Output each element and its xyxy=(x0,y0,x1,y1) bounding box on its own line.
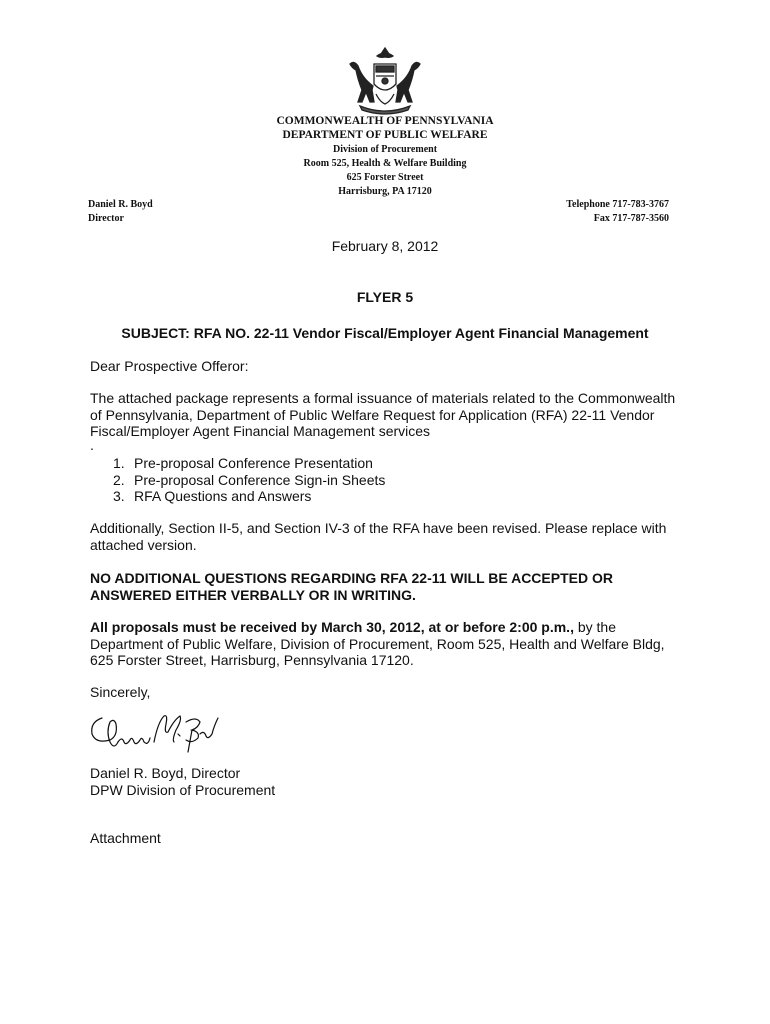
attachment-label: Attachment xyxy=(90,830,161,846)
letterhead-room: Room 525, Health & Welfare Building xyxy=(303,158,467,169)
signoff-division: DPW Division of Procurement xyxy=(90,781,276,798)
intro-line-1: The attached package represents a formal issuance of materials related to the Commonwealth xyxy=(90,390,676,406)
list-item: 2. Pre-proposal Conference Sign-in Sheets xyxy=(113,471,386,488)
attachment-list xyxy=(90,455,690,505)
list-item: 3. RFA Questions and Answers xyxy=(113,488,312,504)
letterhead-department: DEPARTMENT OF PUBLIC WELFARE xyxy=(282,129,488,141)
intro-paragraph xyxy=(90,390,690,452)
letterhead-city: Harrisburg, PA 17120 xyxy=(338,186,432,197)
sender-name: Daniel R. Boyd xyxy=(88,199,153,210)
subject-line: SUBJECT: RFA NO. 22-11 Vendor Fiscal/Employer Agent Financial Management xyxy=(121,325,649,341)
letterhead-commonwealth: COMMONWEALTH OF PENNSYLVANIA xyxy=(276,115,494,127)
contact-fax: Fax 717-787-3560 xyxy=(593,213,669,224)
letterhead-division: Division of Procurement xyxy=(332,144,438,155)
intro-line-4: . xyxy=(90,436,94,453)
list-item: 1. Pre-proposal Conference Presentation xyxy=(113,455,373,471)
handwritten-signature xyxy=(88,712,228,758)
sender-title: Director xyxy=(88,213,124,224)
contact-telephone: Telephone 717-783-3767 xyxy=(566,199,669,210)
letterhead-street: 625 Forster Street xyxy=(346,172,424,183)
commonwealth-seal-icon xyxy=(340,46,430,116)
closing: Sincerely, xyxy=(90,684,151,700)
salutation: Dear Prospective Offeror: xyxy=(90,358,249,374)
flyer-number: FLYER 5 xyxy=(356,289,414,305)
revision-paragraph: Additionally, Section II-5, and Section IV-3 of the RFA have been revised. Please replace with attached version. xyxy=(90,520,667,553)
deadline-bold: All proposals must be received by March 30, 2012, at or before 2:00 p.m., xyxy=(90,619,574,635)
deadline-paragraph: All proposals must be received by March 30, 2012, at or before 2:00 p.m., by the Department of Public Welfare, Division of Procurement, Room 525, Health and Welfare Bldg, 625 Forster Street, Harrisburg, Pennsylvania 17120. xyxy=(90,619,665,668)
signoff-block xyxy=(90,765,690,798)
intro-line-3: Fiscal/Employer Agent Financial Management services xyxy=(90,423,431,439)
letter-date: February 8, 2012 xyxy=(331,238,439,254)
intro-line-2: of Pennsylvania, Department of Public Welfare Request for Application (RFA) 22-11 Vendor xyxy=(90,406,655,423)
notice-paragraph: NO ADDITIONAL QUESTIONS REGARDING RFA 22-11 WILL BE ACCEPTED OR ANSWERED EITHER VERBALLY OR IN WRITING. xyxy=(90,570,613,603)
signoff-name: Daniel R. Boyd, Director xyxy=(90,765,241,781)
